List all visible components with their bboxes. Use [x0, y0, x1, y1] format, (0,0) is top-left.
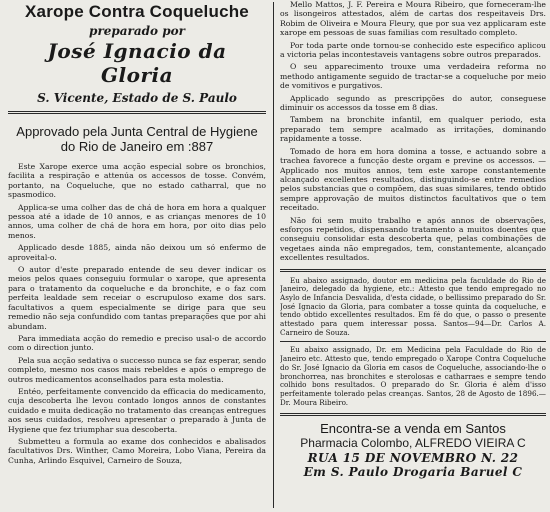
drugstore-line: Em S. Paulo Drogaria Baruel C	[303, 465, 523, 480]
body-paragraph: Por toda parte onde tornou-se conhecido este especifico aplicou a victoria pelas incontestaveis vantagens sobre outros preparados.	[280, 40, 546, 60]
pharmacy-line: Pharmacia Colombo, ALFREDO VIEIRA C	[300, 436, 526, 451]
body-paragraph: Pela sua acção sedativa o successo nunca se faz esperar, sendo completo, mesmo nos casos mais rebeldes e após o emprego de outros medicamentos aconselhados para esta molestia.	[8, 355, 266, 384]
divider	[280, 341, 546, 342]
sales-heading: Encontra-se a venda em Santos	[320, 421, 506, 437]
column-divider	[273, 2, 274, 508]
address-line: RUA 15 DE NOVEMBRO N. 22	[307, 451, 519, 466]
body-paragraph: Applicado segundo as prescripções do autor, conseguese diminuir os accessos da tosse em 8 dias.	[280, 93, 546, 113]
advert-title: Xarope Contra Coqueluche	[25, 2, 249, 21]
body-paragraph: Applica-se uma colher das de chá de hora em hora a qualquer pessoa até a idade de 10 annos, e as crianças menores de 10 annos, uma colher de chá de hora em hora, por oito dias pelo menos.	[8, 202, 266, 240]
divider	[8, 111, 266, 114]
author-name: José Ignacio da Gloria	[47, 39, 227, 87]
body-paragraph: O autor d'este preparado entende de seu dever indicar os meios pelos quaes conseguiu formular o xarope, que apresenta para o tratamento da coqueluche e da bronchite, e o faz com perfeita lealdade sem receiar o escrupuloso exame dos sars. facultativos a quem especialmente se dirige para que seu remedio não seja confundido com tantas preparações que por ahi abundam.	[8, 265, 266, 331]
advert-subtitle: preparado por	[89, 24, 185, 38]
body-paragraph: Entéo, perfeitamente convencido da efficacia do medicamento, cuja descoberta lhe levou contado longos annos de constantes cuidado e muita dedicação no tratamento das creanças entregues aos seus cuidados, resolveu apresentar o preparado à Junta de Hygiene que fez triumphar sua descoberta.	[8, 386, 266, 434]
left-column	[8, 0, 266, 512]
right-column	[280, 0, 546, 512]
divider	[280, 413, 546, 416]
body-paragraph: Este Xarope exerce uma acção especial sobre os bronchios, facilita a respiração e attenúa os accessos de tosse. Convém, portanto, na Coqueluche, que no estado catharral, que no spasmodico.	[8, 162, 266, 200]
body-paragraph: Tambem na bronchite infantil, em qualquer periodo, esta preparado tem sempre acalmado as irritações, dominando rapidamente a tosse.	[280, 115, 546, 144]
body-paragraph: Mello Mattos, J. F. Pereira e Moura Ribeiro, que forneceram-lhe os lisongeiros attestados, além de cartas dos respeitaveis Drs. Robim de Oliveira e Moura Fleury, que por sua vez applicaram este xarope em pessoas de suas familias com resultado completo.	[280, 0, 546, 38]
certificate-paragraph: Eu abaixo assignado, doutor em medicina pela faculdade do Rio de Janeiro, delegado da hygiene, etc.: Attesto que tendo empregado no Asylo de Infancia Desvalida, d'esta cidade, o bellissimo preparado do Sr. José Ignacio da Gloria, para combater a tosse quinta da coqueluche, e tendo obtido excellentes resultados. Em fé do que, o passo o presente attestado para quem interessar possa. Santos—94—Dr. Carlos A. Carneiro de Souza.	[280, 275, 546, 337]
body-paragraph: Submetteu a formula ao exame dos conhecidos e abalisados facultativos Drs. Winther, Camo Moreira, Lobo Viana, Pereira da Cunha, Arlindo Esquivel, Carneiro de Souza,	[8, 436, 266, 465]
body-paragraph: Para immediata acção do remedio e preciso usal-o de accordo com o direction junto.	[8, 333, 266, 353]
body-paragraph: Tomado de hora em hora domina a tosse, e actuando sobre a trachea favorece a funcção deste orgam e previne os accessos. — Applicado nos muitos annos, tem este xarope constantemente alcançado excellentes resultados, distinguindo-se entre remedios pelos substancias que o compõem, das suas similares, tendo obtido sempre approvação de muitos distinctos facultativos que o tem receitado.	[280, 146, 546, 213]
body-paragraph: Applicado desde 1885, ainda não deixou um só enfermo de aproveital-o.	[8, 243, 266, 262]
body-paragraph: O seu apparecimento trouxe uma verdadeira reforma no methodo antigamente seguido de tractar-se a coqueluche por meio de vomitivos e purgativos.	[280, 62, 546, 91]
divider	[280, 269, 546, 272]
body-paragraph: Não foi sem muito trabalho e após annos de observações, esforços repetidos, dispensando tratamento a muitos doentes que conseguiu consolidar esta descoberta que, pelas combinações de vegetaes ainda não empregados, tem, constantemente, alcançado excellentes resultados.	[280, 215, 546, 263]
place-line: S. Vicente, Estado de S. Paulo	[37, 91, 237, 105]
approval-heading: Approvado pela Junta Central de Hygiene do Rio de Janeiro em :887	[16, 124, 258, 154]
certificate-paragraph: Eu abaixo assignado, Dr. em Medicina pela Faculdade do Rio de Janeiro etc. Attesto que, tendo empregado o Xarope Contra Coqueluche do Sr. José Ignacio da Gloria em casos de Coqueluche, associando-lhe o bronchorrea, nas bronchites e sterolosas e catharraes e sempre tendo colhido bons resultados. O preparado do Sr. Gloria é além d'isso perfeitamente tolerado pelas creanças. Santos, 28 de Agosto de 1896.—Dr. Moura Ribeiro.	[280, 345, 546, 407]
